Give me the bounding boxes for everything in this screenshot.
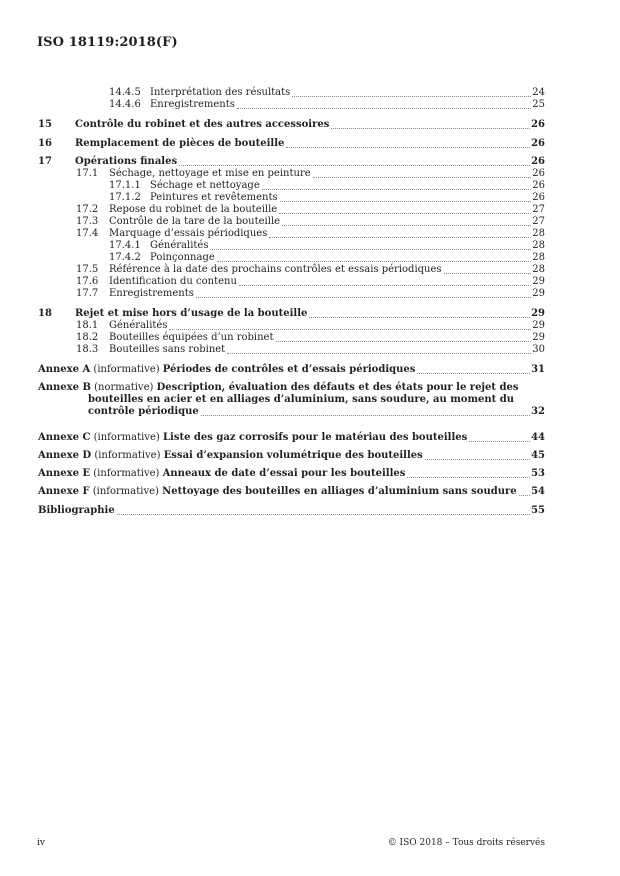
annex-label: Annexe E: [38, 468, 91, 479]
toc-entry-17-1-1[interactable]: [0, 180, 620, 192]
dot-leader: [179, 164, 530, 166]
toc-entry-16[interactable]: [0, 138, 620, 150]
toc-number: 18.1: [76, 320, 99, 331]
toc-title: Repose du robinet de la bouteille: [109, 204, 278, 215]
toc-page: 54: [531, 486, 545, 497]
annex-title: Périodes de contrôles et d’essais périodiques: [162, 364, 416, 375]
dot-leader: [201, 414, 530, 416]
toc-number: 17.1.2: [109, 192, 141, 203]
annex-type: (normative): [94, 382, 154, 393]
toc-title: Peintures et revêtements: [150, 192, 278, 203]
toc-title: Contrôle du robinet et des autres accessoires: [75, 119, 330, 130]
toc-number: 15: [38, 119, 52, 130]
toc-page: 25: [532, 99, 545, 110]
toc-number: 18.3: [76, 344, 99, 355]
toc-number: 17.7: [76, 288, 99, 299]
toc-title: Bouteilles équipées d’un robinet: [109, 332, 274, 343]
toc-page: 44: [531, 432, 545, 443]
toc-entry-17-7[interactable]: [0, 288, 620, 300]
toc-number: 17: [38, 156, 52, 167]
annex-title-line-1: Description, évaluation des défauts et des états pour le rejet des: [156, 382, 519, 393]
toc-entry-18-1[interactable]: [0, 320, 620, 332]
toc-page: 29: [532, 288, 545, 299]
toc-entry-18-2[interactable]: [0, 332, 620, 344]
toc-page: 30: [532, 344, 545, 355]
annex-label: Annexe F: [38, 486, 90, 497]
toc-page: 27: [532, 204, 545, 215]
toc-entry-17-4-1[interactable]: [0, 240, 620, 252]
toc-number: 17.6: [76, 276, 99, 287]
toc-page: 55: [531, 505, 545, 516]
dot-leader: [282, 224, 531, 226]
toc-entry-14-4-6[interactable]: [0, 99, 620, 111]
toc-annex-e[interactable]: [0, 468, 620, 480]
toc-entry-18-3[interactable]: [0, 344, 620, 356]
toc-page: 29: [531, 308, 545, 319]
annex-title: Nettoyage des bouteilles en alliages d’aluminium sans soudure: [162, 486, 517, 497]
toc-number: 18: [38, 308, 52, 319]
toc-title: Interprétation des résultats: [150, 87, 291, 98]
bibliography-title: Bibliographie: [38, 505, 115, 516]
toc-annex-c[interactable]: [0, 432, 620, 444]
toc-bibliography[interactable]: [0, 505, 620, 517]
toc-title: Enregistrements: [109, 288, 194, 299]
toc-annex-a[interactable]: [0, 364, 620, 376]
toc-page: 45: [531, 450, 545, 461]
copyright-notice: © ISO 2018 – Tous droits réservés: [387, 838, 545, 848]
toc-title: Identification du contenu: [109, 276, 237, 287]
annex-title: Essai d’expansion volumétrique des bouteilles: [163, 450, 423, 461]
dot-leader: [239, 284, 531, 286]
toc-number: 17.4.2: [109, 252, 141, 263]
dot-leader: [519, 494, 530, 496]
toc-number: 17.4: [76, 228, 99, 239]
toc-entry-17-6[interactable]: [0, 276, 620, 288]
toc-title: Généralités: [109, 320, 168, 331]
dot-leader: [313, 176, 532, 178]
annex-type: (informative): [93, 364, 160, 375]
dot-leader: [227, 352, 531, 354]
annex-type: (informative): [93, 432, 160, 443]
dot-leader: [237, 107, 531, 109]
toc-entry-17-1[interactable]: [0, 168, 620, 180]
annex-type: (informative): [93, 468, 160, 479]
toc-title: Poinçonnage: [150, 252, 215, 263]
toc-number: 17.4.1: [109, 240, 141, 251]
toc-title: Séchage, nettoyage et mise en peinture: [109, 168, 311, 179]
dot-leader: [444, 272, 532, 274]
dot-leader: [217, 260, 532, 262]
toc-page: 26: [532, 168, 545, 179]
document-id-header: ISO 18119:2018(F): [37, 35, 178, 50]
toc-page: 28: [532, 252, 545, 263]
toc-title: Marquage d’essais périodiques: [109, 228, 268, 239]
dot-leader: [279, 212, 531, 214]
toc-entry-17-3[interactable]: [0, 216, 620, 228]
dot-leader: [280, 200, 532, 202]
toc-title: Opérations finales: [75, 156, 178, 167]
annex-title-line-3: contrôle périodique: [88, 406, 199, 417]
toc-page: 26: [532, 192, 545, 203]
toc-number: 14.4.6: [109, 99, 141, 110]
toc-title: Séchage et nettoyage: [150, 180, 260, 191]
toc-page: 31: [531, 364, 545, 375]
toc-number: 16: [38, 138, 52, 149]
toc-entry-18[interactable]: [0, 308, 620, 320]
page-number: iv: [37, 838, 45, 848]
dot-leader: [276, 340, 532, 342]
toc-number: 17.2: [76, 204, 99, 215]
toc-number: 18.2: [76, 332, 99, 343]
dot-leader: [469, 440, 530, 442]
dot-leader: [286, 146, 530, 148]
toc-page: 27: [532, 216, 545, 227]
toc-entry-17-5[interactable]: [0, 264, 620, 276]
toc-annex-f[interactable]: [0, 486, 620, 498]
annex-title: Liste des gaz corrosifs pour le matériau des bouteilles: [162, 432, 468, 443]
annex-type: (informative): [94, 450, 161, 461]
dot-leader: [169, 328, 531, 330]
toc-page: 26: [531, 138, 545, 149]
annex-label: Annexe A: [38, 364, 91, 375]
toc-page: 26: [532, 180, 545, 191]
toc-title: Référence à la date des prochains contrôles et essais périodiques: [109, 264, 442, 275]
toc-page: 28: [532, 264, 545, 275]
toc-title: Remplacement de pièces de bouteille: [75, 138, 285, 149]
dot-leader: [407, 476, 530, 478]
toc-page: 26: [531, 119, 545, 130]
annex-title: Anneaux de date d’essai pour les bouteilles: [162, 468, 406, 479]
toc-title: Contrôle de la tare de la bouteille: [109, 216, 281, 227]
toc-entry-17-4[interactable]: [0, 228, 620, 240]
dot-leader: [425, 458, 530, 460]
toc-entry-14-4-5[interactable]: [0, 87, 620, 99]
toc-page: 24: [532, 87, 545, 98]
toc-entry-17[interactable]: [0, 156, 620, 168]
dot-leader: [117, 513, 530, 515]
annex-title-line-2: bouteilles en acier et en alliages d’aluminium, sans soudure, au moment du: [88, 394, 515, 405]
annex-label: Annexe C: [38, 432, 91, 443]
annex-label: Annexe D: [38, 450, 92, 461]
dot-leader: [417, 372, 530, 374]
annex-label: Annexe B: [38, 382, 91, 393]
dot-leader: [292, 95, 531, 97]
toc-annex-b[interactable]: [38, 382, 545, 418]
toc-title: Bouteilles sans robinet: [109, 344, 226, 355]
dot-leader: [196, 296, 531, 298]
dot-leader: [210, 248, 531, 250]
dot-leader: [262, 188, 532, 190]
toc-entry-15[interactable]: [0, 119, 620, 131]
toc-page: 28: [532, 228, 545, 239]
toc-page: 28: [532, 240, 545, 251]
annex-type: (informative): [92, 486, 159, 497]
toc-number: 17.1: [76, 168, 99, 179]
toc-annex-d[interactable]: [0, 450, 620, 462]
toc-number: 17.5: [76, 264, 99, 275]
toc-page: 29: [532, 320, 545, 331]
toc-title: Enregistrements: [150, 99, 235, 110]
toc-page: 32: [531, 406, 545, 417]
toc-entry-17-2[interactable]: [0, 204, 620, 216]
toc-page: 53: [531, 468, 545, 479]
toc-page: 26: [531, 156, 545, 167]
dot-leader: [331, 127, 530, 129]
toc-entry-17-1-2[interactable]: [0, 192, 620, 204]
toc-number: 17.1.1: [109, 180, 141, 191]
toc-page: 29: [532, 276, 545, 287]
toc-number: 14.4.5: [109, 87, 141, 98]
toc-number: 17.3: [76, 216, 99, 227]
toc-title: Rejet et mise hors d’usage de la bouteille: [75, 308, 308, 319]
toc-page: 29: [532, 332, 545, 343]
toc-title: Généralités: [150, 240, 209, 251]
dot-leader: [269, 236, 531, 238]
toc-entry-17-4-2[interactable]: [0, 252, 620, 264]
dot-leader: [309, 316, 530, 318]
